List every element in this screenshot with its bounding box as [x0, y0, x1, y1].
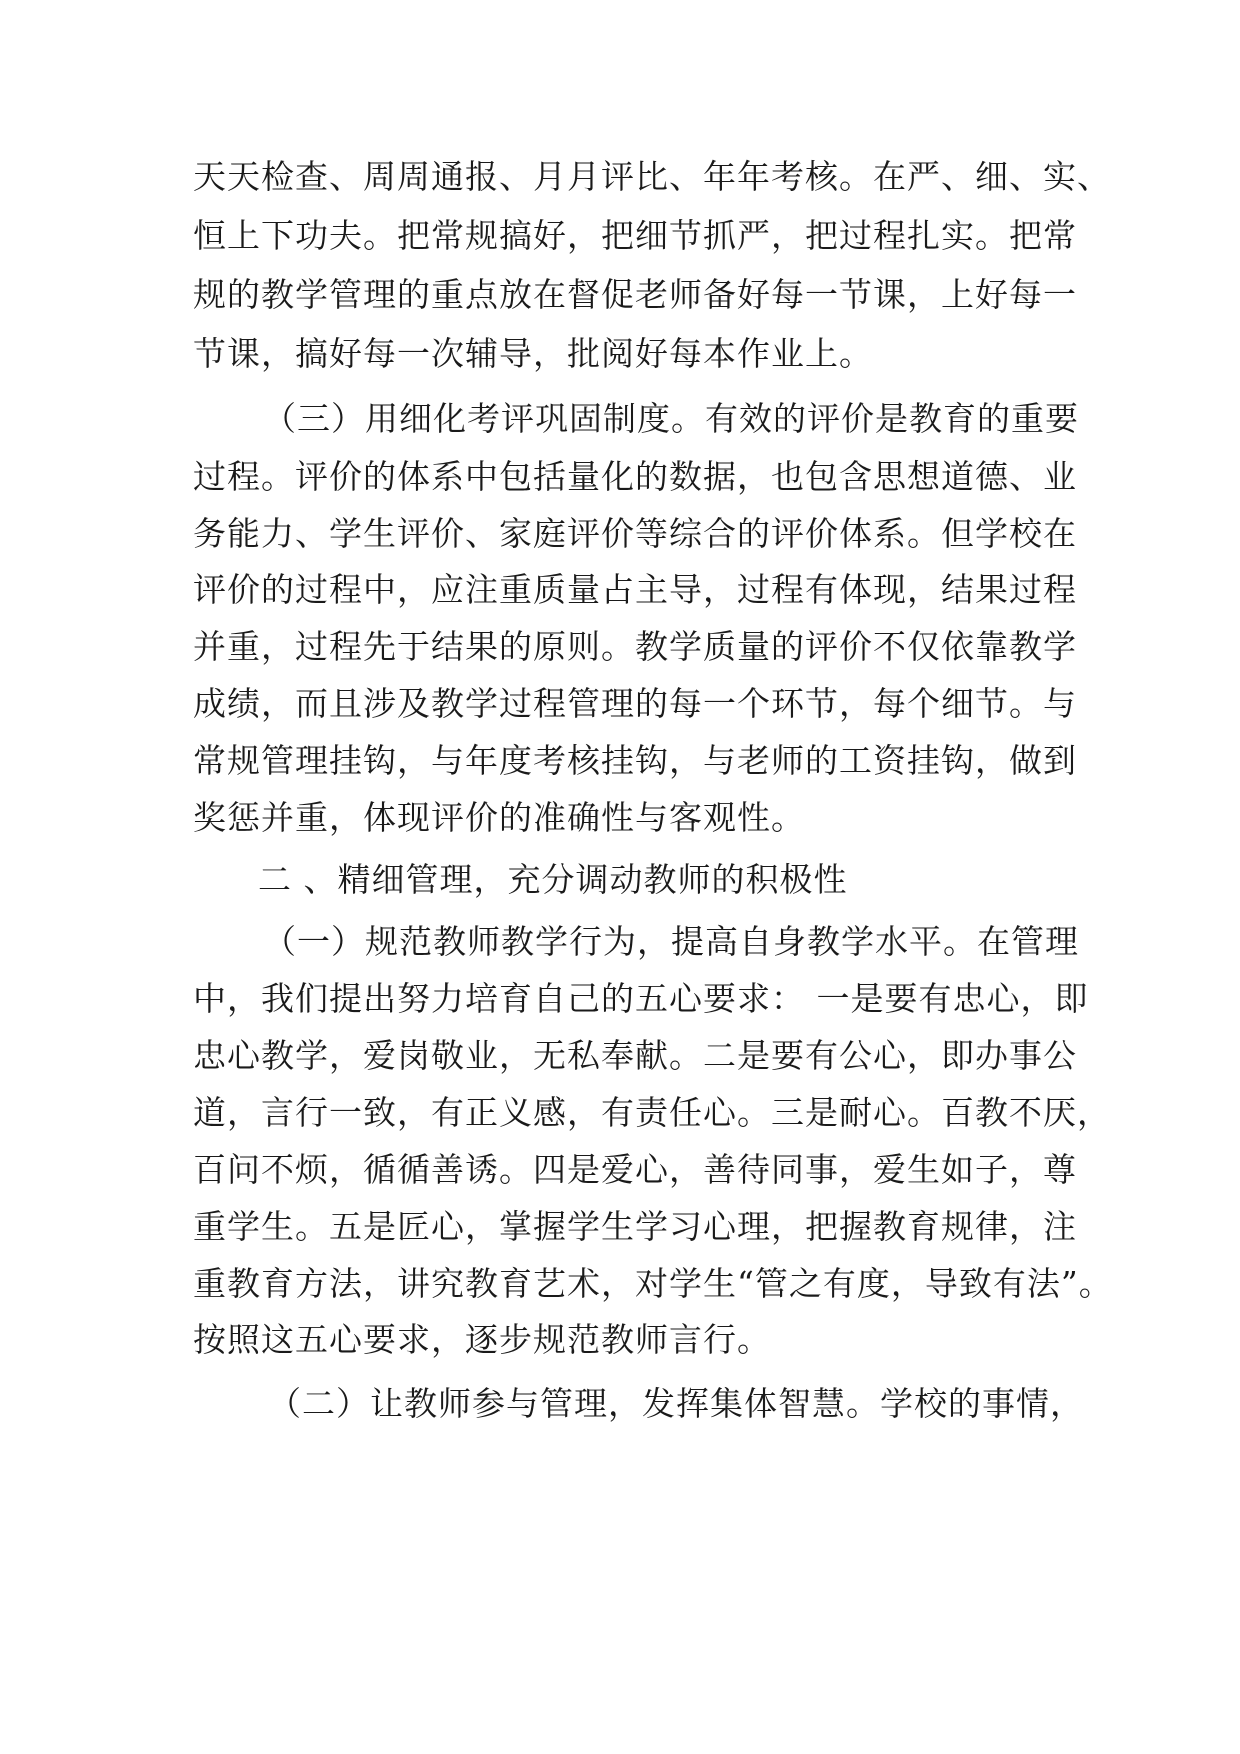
text-line: 务能力、学生评价、家庭评价等综合的评价体系。但学校在 [193, 514, 1077, 553]
text-line: 成绩，而且涉及教学过程管理的每一个环节，每个细节。与 [193, 684, 1077, 723]
text-line: 常规管理挂钩，与年度考核挂钩，与老师的工资挂钩，做到 [193, 741, 1077, 780]
section-heading: （二）让教师参与管理，发挥集体智慧。学校的事情， [268, 1384, 1084, 1423]
text-line: 中，我们提出努力培育自己的五心要求： 一是要有忠心，即 [193, 979, 1089, 1018]
text-line: 百问不烦，循循善诱。四是爱心，善待同事，爱生如子，尊 [193, 1150, 1077, 1189]
section-heading: （三）用细化考评巩固制度。有效的评价是教育的重要 [263, 399, 1079, 438]
text-line: 规的教学管理的重点放在督促老师备好每一节课，上好每一 [193, 275, 1077, 314]
text-line: 天天检查、周周通报、月月评比、年年考核。在严、细、实、 [193, 157, 1111, 196]
text-line: 并重，过程先于结果的原则。教学质量的评价不仅依靠教学 [193, 627, 1077, 666]
text-line: 恒上下功夫。把常规搞好，把细节抓严，把过程扎实。把常 [193, 216, 1077, 255]
text-line: 道，言行一致，有正义感，有责任心。三是耐心。百教不厌， [193, 1093, 1111, 1132]
text-line: 过程。评价的体系中包括量化的数据，也包含思想道德、业 [193, 457, 1077, 496]
text-line: 重教育方法，讲究教育艺术，对学生“管之有度，导致有法”。 [193, 1264, 1113, 1303]
text-line: 节课，搞好每一次辅导，批阅好每本作业上。 [193, 334, 873, 373]
chapter-heading: 二 、精细管理，充分调动教师的积极性 [258, 860, 848, 899]
text-line: 评价的过程中，应注重质量占主导，过程有体现，结果过程 [193, 570, 1077, 609]
section-heading: （一）规范教师教学行为，提高自身教学水平。在管理 [263, 922, 1079, 961]
text-line: 重学生。五是匠心，掌握学生学习心理，把握教育规律，注 [193, 1207, 1077, 1246]
text-line: 按照这五心要求，逐步规范教师言行。 [193, 1320, 771, 1359]
text-line: 忠心教学，爱岗敬业，无私奉献。二是要有公心，即办事公 [193, 1036, 1077, 1075]
text-line: 奖惩并重，体现评价的准确性与客观性。 [193, 798, 805, 837]
